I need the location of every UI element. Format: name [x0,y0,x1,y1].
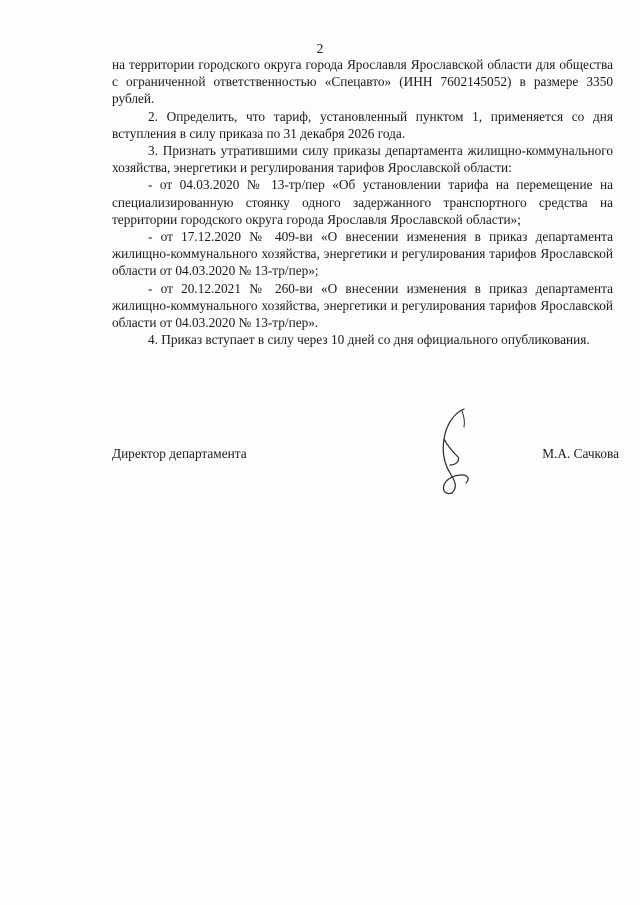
list-item-order-2: - от 17.12.2020 № 409-ви «О внесении изменения в приказ департамента жилищно-коммунального хозяйства, энергетики и регулирования тарифов Ярославской области от 04.03.2020 № 13-тр/пер»; [112,229,613,279]
paragraph-3: 3. Признать утратившими силу приказы департамента жилищно-коммунального хозяйства, энергетики и регулирования тарифов Ярославской области: [112,143,613,176]
signatory-name: М.А. Сачкова [542,446,619,461]
page-number: 2 [316,41,324,56]
paragraph-continuation: на территории городского округа города Ярославля Ярославской области для общества с ограниченной ответственностью «Спецавто» (ИНН 7602145052) в размере 3350 рублей. [112,57,613,107]
paragraph-2: 2. Определить, что тариф, установленный пунктом 1, применяется со дня вступления в силу приказа по 31 декабря 2026 года. [112,108,613,141]
list-item-order-3: - от 20.12.2021 № 260-ви «О внесении изменения в приказ департамента жилищно-коммунального хозяйства, энергетики и регулирования тарифов Ярославской области от 04.03.2020 № 13-тр/пер». [112,280,613,331]
signatory-title: Директор департамента [112,446,247,461]
list-item-order-1: - от 04.03.2020 № 13-тр/пер «Об установлении тарифа на перемещение на специализированную стоянку одного задержанного транспортного средства на территории городского округа города Ярославля Ярославской области»; [112,177,613,227]
handwritten-signature [424,407,478,495]
document-body [112,56,613,348]
paragraph-4: 4. Приказ вступает в силу через 10 дней со дня официального опубликования. [148,332,590,348]
